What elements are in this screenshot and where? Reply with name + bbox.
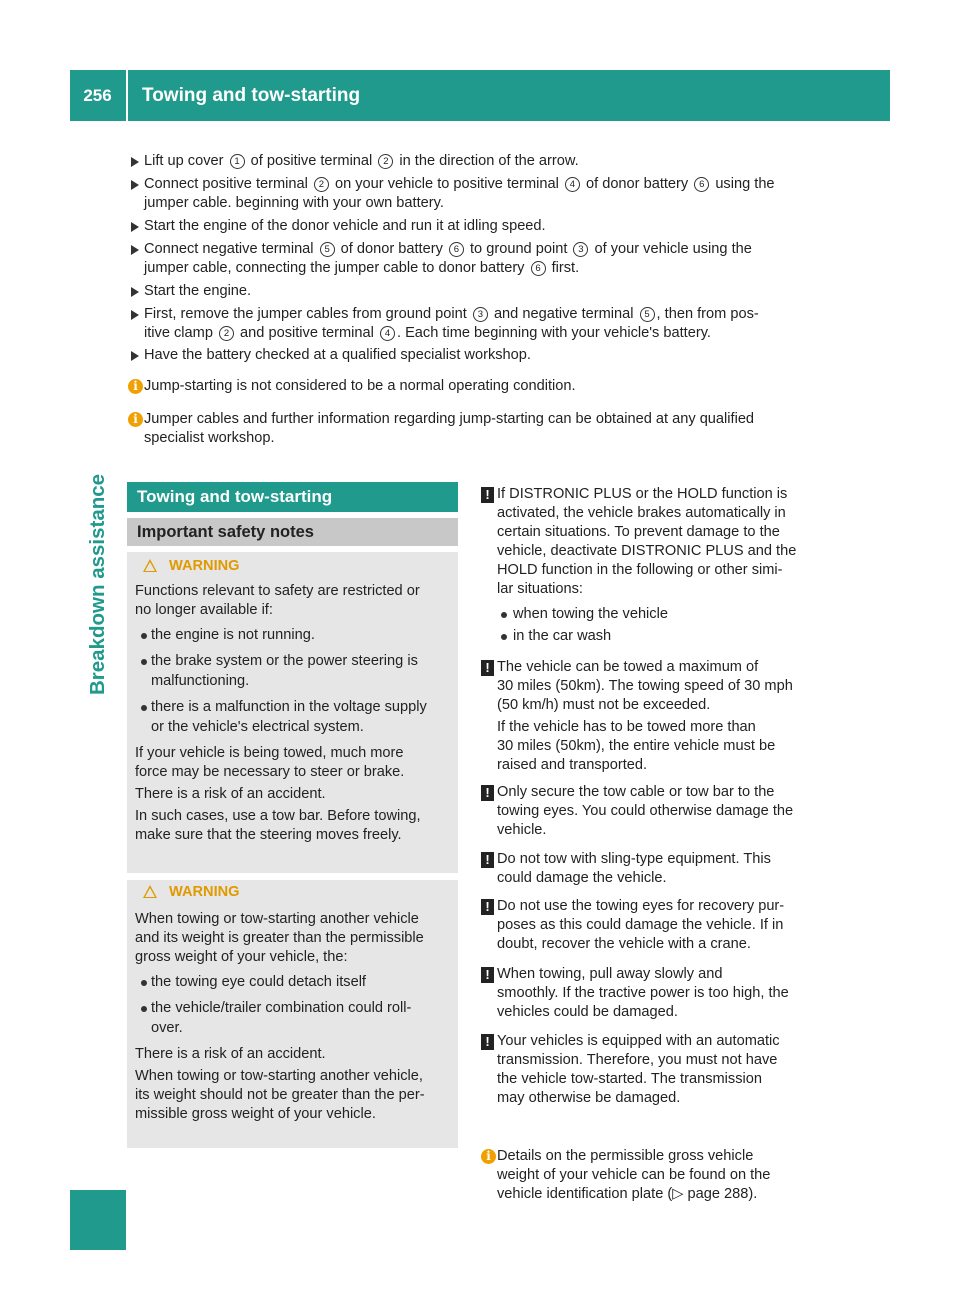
step-text: Start the engine. <box>144 283 252 299</box>
note-text-line: may otherwise be damaged. <box>497 1090 681 1106</box>
callout-number: 1 <box>230 154 245 169</box>
note-text-line: smoothly. If the tractive power is too high, the <box>497 985 789 1001</box>
step-text-line <box>144 259 579 278</box>
note-text-line: HOLD function in the following or other simi- <box>497 562 783 578</box>
step-text-line <box>144 282 251 301</box>
side-section-label <box>82 452 122 732</box>
note-text-line: activated, the vehicle brakes automatically in <box>497 505 786 521</box>
step-text: to ground point <box>465 241 572 257</box>
note-text-line: raised and transported. <box>497 757 648 773</box>
exclamation-icon: ! <box>481 487 494 503</box>
step-text: first. <box>547 260 580 276</box>
bullet-icon <box>501 612 507 618</box>
step-text: itive clamp <box>144 325 217 341</box>
page-number: 256 <box>83 85 112 105</box>
step-arrow-icon <box>131 245 139 255</box>
info-text-line: Jumper cables and further information regarding jump-starting can be obtained at any qualified <box>144 411 755 427</box>
warning-bullet-line: or the vehicle's electrical system. <box>151 719 364 735</box>
step-text-line <box>144 217 546 236</box>
step-text-line <box>144 324 711 343</box>
warning-bullet-line: the brake system or the power steering is <box>151 653 418 669</box>
callout-number: 2 <box>219 326 234 341</box>
callout-number: 4 <box>565 177 580 192</box>
page-title: Towing and tow-starting <box>142 84 361 106</box>
exclamation-icon: ! <box>481 967 494 983</box>
step-text-line <box>144 240 752 259</box>
step-text: Connect negative terminal <box>144 241 318 257</box>
warning-bullet-line: malfunctioning. <box>151 673 250 689</box>
note-text-line: If the vehicle has to be towed more than <box>497 719 756 735</box>
exclamation-icon: ! <box>481 1034 494 1050</box>
step-text: Have the battery checked at a qualified specialist workshop. <box>144 347 531 363</box>
side-section-label-text: Breakdown assistance <box>86 473 109 695</box>
note-text-line: 30 miles (50km), the entire vehicle must be <box>497 738 776 754</box>
note-text-line: vehicle, deactivate DISTRONIC PLUS and the <box>497 543 797 559</box>
step-text: . Each time beginning with your vehicle's battery. <box>396 325 711 341</box>
step-text-line <box>144 152 579 171</box>
callout-number: 6 <box>531 261 546 276</box>
warning-bullet-line: over. <box>151 1020 183 1036</box>
side-color-block <box>70 1190 126 1250</box>
note-text-line: 30 miles (50km). The towing speed of 30 mph <box>497 678 793 694</box>
step-arrow-icon <box>131 287 139 297</box>
callout-number: 3 <box>473 307 488 322</box>
note-text-line: lar situations: <box>497 581 583 597</box>
step-text: , then from pos- <box>656 306 759 322</box>
bullet-icon <box>501 634 507 640</box>
note-text-line: The vehicle can be towed a maximum of <box>497 659 759 675</box>
step-text: jumper cable. beginning with your own battery. <box>144 195 444 211</box>
warning-text-line: There is a risk of an accident. <box>135 786 326 802</box>
note-text-line: doubt, recover the vehicle with a crane. <box>497 936 751 952</box>
warning-triangle-icon <box>143 885 157 898</box>
step-text: Start the engine of the donor vehicle and run it at idling speed. <box>144 218 546 234</box>
section-heading-towing: Towing and tow-starting <box>127 482 458 512</box>
bullet-icon <box>141 633 147 639</box>
note-text-line: Do not tow with sling-type equipment. This <box>497 851 771 867</box>
exclamation-icon: ! <box>481 852 494 868</box>
bullet-icon <box>141 659 147 665</box>
warning-text-line: missible gross weight of your vehicle. <box>135 1106 376 1122</box>
step-text: First, remove the jumper cables from ground point <box>144 306 471 322</box>
note-text-line: certain situations. To prevent damage to the <box>497 524 780 540</box>
step-arrow-icon <box>131 222 139 232</box>
step-text: of positive terminal <box>246 153 377 169</box>
warning-text-line: There is a risk of an accident. <box>135 1046 326 1062</box>
callout-number: 4 <box>380 326 395 341</box>
step-text: of donor battery <box>336 241 447 257</box>
step-text: on your vehicle to positive terminal <box>330 176 563 192</box>
note-text-line: Your vehicles is equipped with an automatic <box>497 1033 780 1049</box>
warning-text-line: gross weight of your vehicle, the: <box>135 949 348 965</box>
warning-text-line: force may be necessary to steer or brake. <box>135 764 405 780</box>
note-text-line: Do not use the towing eyes for recovery pur- <box>497 898 785 914</box>
step-text: of donor battery <box>581 176 693 192</box>
warning-text-line: When towing or tow-starting another vehicle <box>135 911 419 927</box>
step-text-line <box>144 194 444 213</box>
warning-box <box>127 552 458 873</box>
warning-text-line: If your vehicle is being towed, much more <box>135 745 404 761</box>
callout-number: 5 <box>640 307 655 322</box>
info-icon: i <box>128 412 143 427</box>
step-text: jumper cable, connecting the jumper cable to donor battery <box>144 260 529 276</box>
step-text-line <box>144 305 759 324</box>
note-text-line: poses as this could damage the vehicle. If in <box>497 917 784 933</box>
warning-text-line: Functions relevant to safety are restricted or <box>135 583 420 599</box>
step-text: and negative terminal <box>489 306 638 322</box>
warning-text-line: make sure that the steering moves freely. <box>135 827 402 843</box>
warning-label: WARNING <box>169 884 240 900</box>
step-text: using the <box>711 176 775 192</box>
step-arrow-icon <box>131 351 139 361</box>
step-text: Connect positive terminal <box>144 176 312 192</box>
callout-number: 6 <box>694 177 709 192</box>
note-text-line: (50 km/h) must not be exceeded. <box>497 697 711 713</box>
note-text-line: transmission. Therefore, you must not have <box>497 1052 778 1068</box>
note-text-line: When towing, pull away slowly and <box>497 966 723 982</box>
note-text-line: vehicle. <box>497 822 547 838</box>
callout-number: 3 <box>573 242 588 257</box>
callout-number: 2 <box>378 154 393 169</box>
callout-number: 6 <box>449 242 464 257</box>
note-bullet-line: in the car wash <box>513 628 612 644</box>
note-text-line: weight of your vehicle can be found on the <box>497 1167 771 1183</box>
step-arrow-icon <box>131 310 139 320</box>
callout-number: 5 <box>320 242 335 257</box>
info-icon: i <box>481 1149 496 1164</box>
bullet-icon <box>141 980 147 986</box>
exclamation-icon: ! <box>481 785 494 801</box>
note-bullet-line: when towing the vehicle <box>513 606 668 622</box>
note-text-line: vehicles could be damaged. <box>497 1004 678 1020</box>
info-icon: i <box>128 379 143 394</box>
warning-box <box>127 880 458 1148</box>
note-text-line: If DISTRONIC PLUS or the HOLD function is <box>497 486 788 502</box>
warning-triangle-icon <box>143 559 157 572</box>
warning-bullet-line: there is a malfunction in the voltage supply <box>151 699 427 715</box>
warning-text-line: its weight should not be greater than the per- <box>135 1087 425 1103</box>
step-text-line <box>144 346 531 365</box>
step-arrow-icon <box>131 157 139 167</box>
step-text-line <box>144 175 775 194</box>
warning-text-line: When towing or tow-starting another vehicle, <box>135 1068 423 1084</box>
note-text-line: could damage the vehicle. <box>497 870 667 886</box>
note-text-line: the vehicle tow-started. The transmission <box>497 1071 762 1087</box>
step-text: of your vehicle using the <box>590 241 752 257</box>
header-divider <box>126 70 128 121</box>
exclamation-icon: ! <box>481 660 494 676</box>
section-heading-safety-notes: Important safety notes <box>127 518 458 546</box>
warning-bullet-line: the towing eye could detach itself <box>151 974 366 990</box>
warning-text-line: In such cases, use a tow bar. Before towing, <box>135 808 421 824</box>
step-text: and positive terminal <box>236 325 378 341</box>
step-text: in the direction of the arrow. <box>395 153 579 169</box>
warning-bullet-line: the engine is not running. <box>151 627 315 643</box>
note-text-line: vehicle identification plate (▷ page 288). <box>497 1186 758 1202</box>
step-arrow-icon <box>131 180 139 190</box>
note-text-line: Only secure the tow cable or tow bar to the <box>497 784 775 800</box>
warning-label: WARNING <box>169 558 240 574</box>
note-text-line: towing eyes. You could otherwise damage the <box>497 803 794 819</box>
warning-text-line: no longer available if: <box>135 602 273 618</box>
bullet-icon <box>141 1006 147 1012</box>
callout-number: 2 <box>314 177 329 192</box>
warning-text-line: and its weight is greater than the permissible <box>135 930 424 946</box>
step-text: Lift up cover <box>144 153 228 169</box>
exclamation-icon: ! <box>481 899 494 915</box>
info-text-line: specialist workshop. <box>144 430 275 446</box>
warning-bullet-line: the vehicle/trailer combination could roll- <box>151 1000 412 1016</box>
info-text-line: Jump-starting is not considered to be a normal operating condition. <box>144 378 576 394</box>
note-text-line: Details on the permissible gross vehicle <box>497 1148 754 1164</box>
bullet-icon <box>141 705 147 711</box>
